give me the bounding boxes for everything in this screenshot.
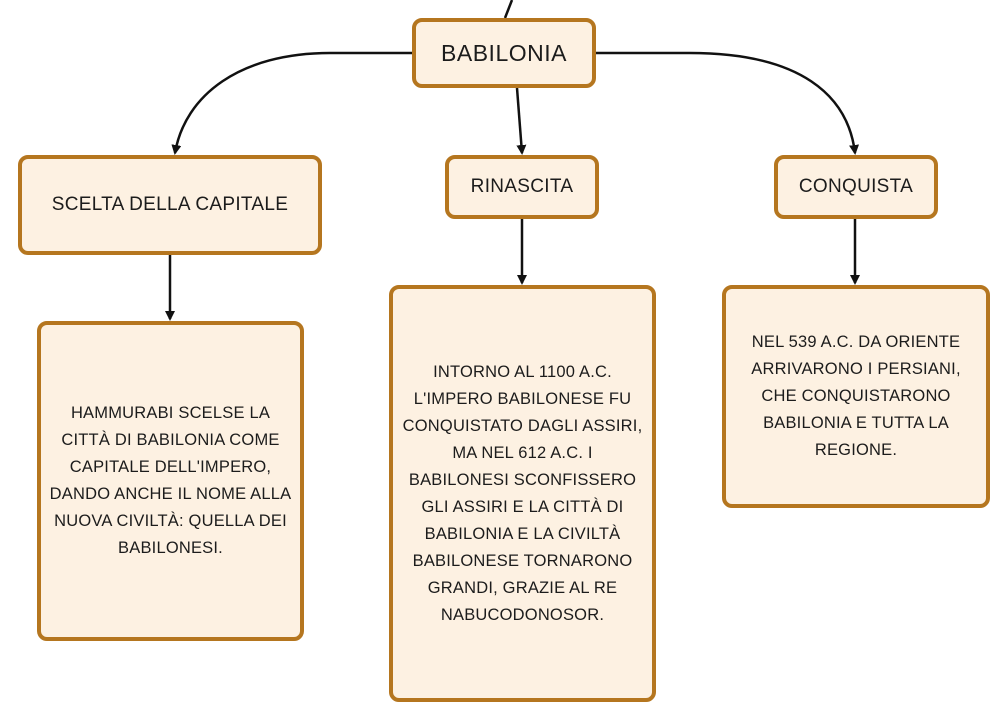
detail-node-rinascita[interactable] (389, 285, 656, 702)
detail-text: NEL 539 A.C. DA ORIENTE ARRIVARONO I PERSIANI, CHE CONQUISTARONO BABILONIA E TUTTA LA REGIONE. (751, 333, 961, 459)
detail-text: INTORNO AL 1100 A.C. L'IMPERO BABILONESE FU CONQUISTATO DAGLI ASSIRI, MA NEL 612 A.C. I BABILONESI SCONFISSERO GLI ASSIRI E LA CITTÀ DI BABILONIA E LA CIVILTÀ BABILONESE TORNARONO GRANDI, GRAZIE AL RE NABUCODONOSOR. (402, 362, 643, 624)
branch-node-scelta-della-capitale[interactable] (18, 155, 322, 255)
connector-root-to-scelta (175, 53, 412, 153)
branch-heading: RINASCITA (470, 176, 574, 197)
branch-node-conquista[interactable] (774, 155, 938, 219)
root-label: BABILONIA (441, 39, 567, 66)
branch-heading: SCELTA DELLA CAPITALE (51, 194, 289, 215)
branch-heading: CONQUISTA (798, 176, 914, 197)
incoming-connector (505, 0, 512, 18)
branch-node-rinascita[interactable] (445, 155, 599, 219)
detail-node-conquista[interactable] (722, 285, 990, 508)
detail-text: HAMMURABI SCELSE LA CITTÀ DI BABILONIA COME CAPITALE DELL'IMPERO, DANDO ANCHE IL NOME ALLA NUOVA CIVILTÀ: QUELLA DEI BABILONESI. (49, 404, 292, 557)
detail-node-scelta-della-capitale[interactable] (37, 321, 304, 641)
connector-root-to-conquista (596, 53, 855, 153)
connector-root-to-rinascita (517, 88, 522, 153)
root-node[interactable] (412, 18, 596, 88)
